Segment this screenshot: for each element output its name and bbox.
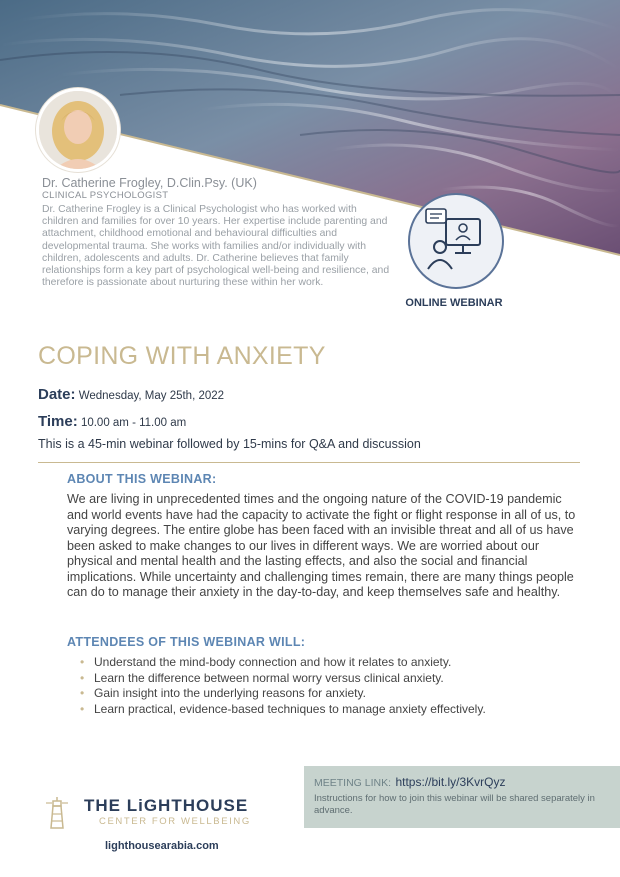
online-webinar-icon: [408, 193, 504, 289]
bullet-icon: •: [80, 655, 85, 669]
list-item: • Learn the difference between normal worry versus clinical anxiety.: [80, 670, 444, 685]
date-label: Date:: [38, 386, 76, 403]
time-label: Time:: [38, 413, 78, 430]
about-heading: ABOUT THIS WEBINAR:: [67, 472, 217, 486]
speaker-bio-block: [42, 176, 394, 289]
speaker-role: CLINICAL PSYCHOLOGIST: [42, 190, 169, 201]
event-time: [38, 413, 186, 430]
bullet-icon: •: [80, 670, 85, 685]
speaker-photo: [36, 88, 120, 172]
meeting-info-box: [304, 766, 620, 828]
brand-name: THE LiGHTHOUSE: [84, 796, 249, 815]
website-link[interactable]: lighthousearabia.com: [105, 840, 219, 852]
meeting-instructions: Instructions for how to join this webinar will be shared separately in advance.: [314, 793, 595, 816]
bullet-icon: •: [80, 686, 85, 700]
divider: [38, 462, 580, 463]
attendees-list: [80, 655, 580, 717]
event-title: COPING WITH ANXIETY: [38, 342, 326, 370]
speaker-name: Dr. Catherine Frogley, D.Clin.Psy. (UK): [42, 176, 257, 190]
about-body: We are living in unprecedented times and the ongoing nature of the COVID-19 pandemic and world events have had the capacity to activate the fight or flight response in all of us, to varying degrees. The entire globe has been faced with an invisible threat and all of us have been asked to make changes to our lives in different ways. We are worried about our physical and mental health and the lasting effects, and also the social and financial implications. While uncertainty and challenging times remain, there are many things people can do to manage their anxiety in the day-to-day, and keep themselves safe and healthy.: [67, 492, 576, 599]
lighthouse-logo: [44, 794, 284, 834]
bullet-icon: •: [80, 701, 85, 716]
time-value: 10.00 am - 11.00 am: [80, 417, 187, 429]
list-item: • Understand the mind-body connection and how it relates to anxiety.: [80, 655, 452, 669]
meeting-link[interactable]: https://bit.ly/3KvrQyz: [395, 775, 506, 789]
event-date: [38, 386, 224, 403]
list-item: • Gain insight into the underlying reasons for anxiety.: [80, 686, 366, 700]
list-item: • Learn practical, evidence-based techniques to manage anxiety effectively.: [80, 701, 486, 716]
lighthouse-icon: [44, 796, 70, 830]
meeting-link-label: MEETING LINK:: [314, 777, 392, 789]
speaker-bio: Dr. Catherine Frogley is a Clinical Psychologist who has worked with children and families for over 10 years. Her expertise include parenting and attachment, childhood emotional and behavioural difficulties and developmental trauma. She works with families and/or individually with children, adolescents and adults. Dr. Catherine believes that family relationships form a key part of psychological well-being and resilience, and therefore is passionate about nurturing these within her work.: [42, 204, 390, 289]
attendees-heading: ATTENDEES OF THIS WEBINAR WILL:: [67, 635, 306, 649]
brand-tagline: CENTER FOR WELLBEING: [99, 816, 251, 827]
online-webinar-label: ONLINE WEBINAR: [405, 297, 503, 309]
event-format-note: This is a 45-min webinar followed by 15-mins for Q&A and discussion: [38, 437, 421, 451]
date-value: Wednesday, May 25th, 2022: [78, 390, 225, 402]
